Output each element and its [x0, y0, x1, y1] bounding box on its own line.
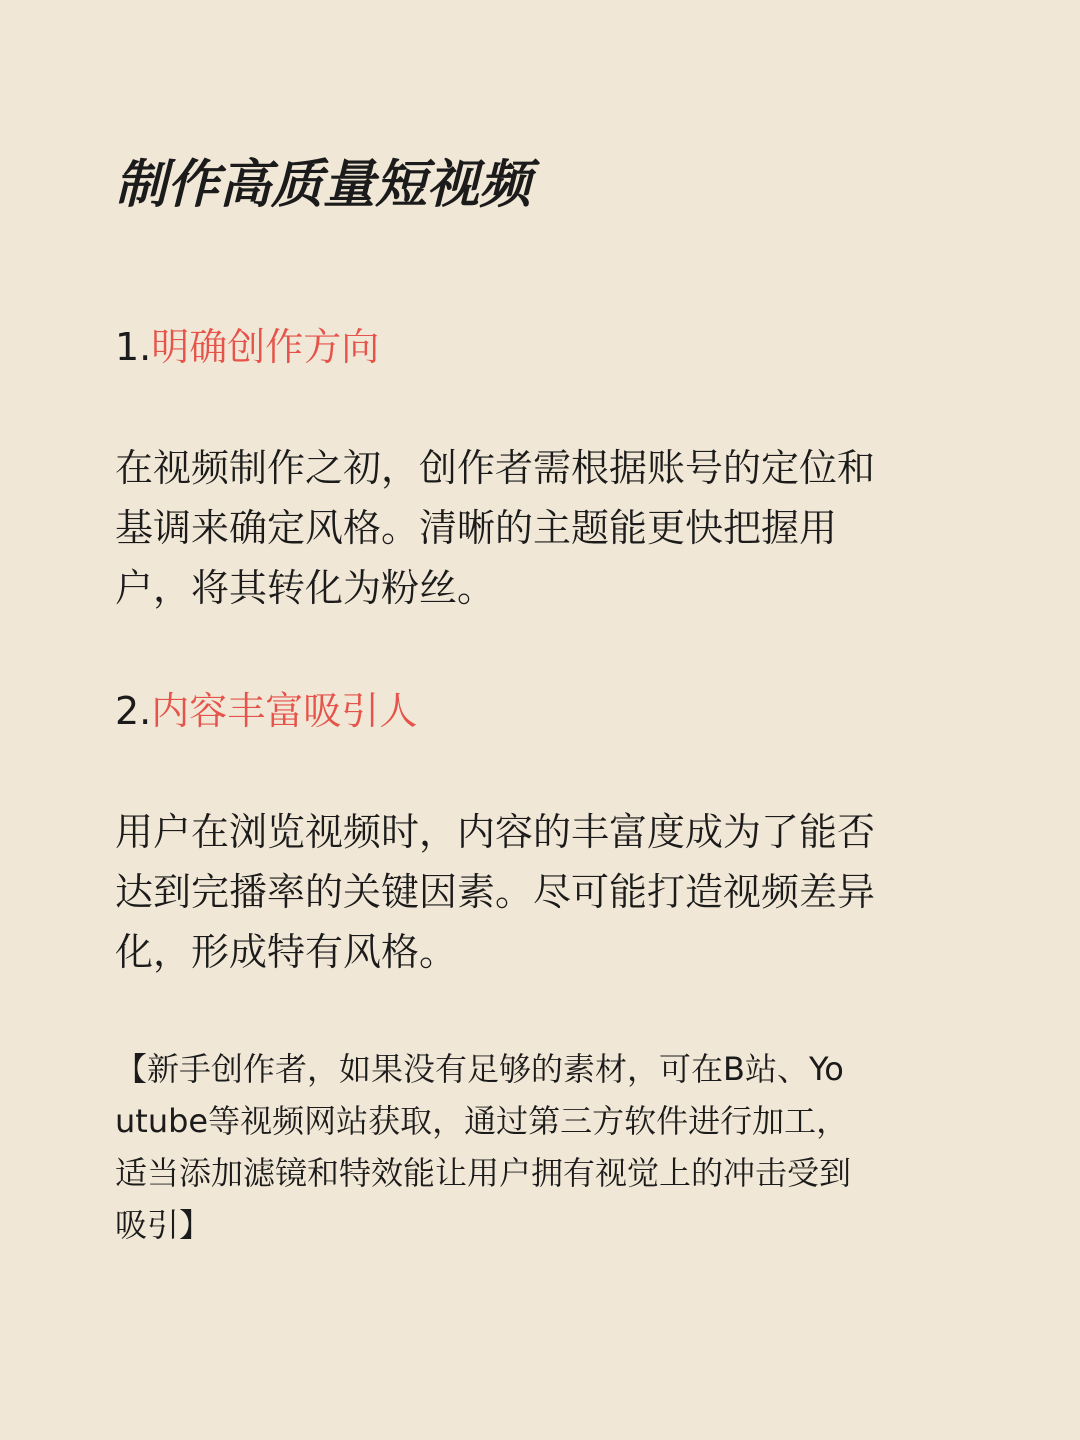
creator-tip-note: [115, 1043, 965, 1251]
article-title: 制作高质量短视频: [115, 155, 532, 215]
paragraph-line: 用户在浏览视频时，内容的丰富度成为了能否: [115, 810, 876, 854]
paragraph-line: 基调来确定风格。清晰的主题能更快把握用: [115, 506, 838, 550]
section-title-1: 明确创作方向: [151, 325, 380, 369]
section-paragraph-1: [115, 438, 970, 618]
section-number-2: 2.: [115, 689, 152, 733]
note-line: 适当添加滤镜和特效能让用户拥有视觉上的冲击受到: [115, 1154, 852, 1192]
section-heading-1: [115, 321, 965, 373]
section-heading-2: [115, 685, 965, 737]
note-line: utube等视频网站获取，通过第三方软件进行加工，: [115, 1102, 849, 1140]
note-line: 吸引】: [115, 1206, 212, 1244]
paragraph-line: 在视频制作之初，创作者需根据账号的定位和: [115, 446, 876, 490]
section-paragraph-2: [115, 802, 970, 982]
paragraph-line: 达到完播率的关键因素。尽可能打造视频差异: [115, 870, 876, 914]
paragraph-line: 户，将其转化为粉丝。: [115, 566, 496, 610]
paragraph-line: 化，形成特有风格。: [115, 930, 458, 974]
section-number-1: 1.: [115, 325, 152, 369]
note-line: 【新手创作者，如果没有足够的素材，可在B站、Yo: [115, 1050, 844, 1088]
section-title-2: 内容丰富吸引人: [151, 689, 418, 733]
